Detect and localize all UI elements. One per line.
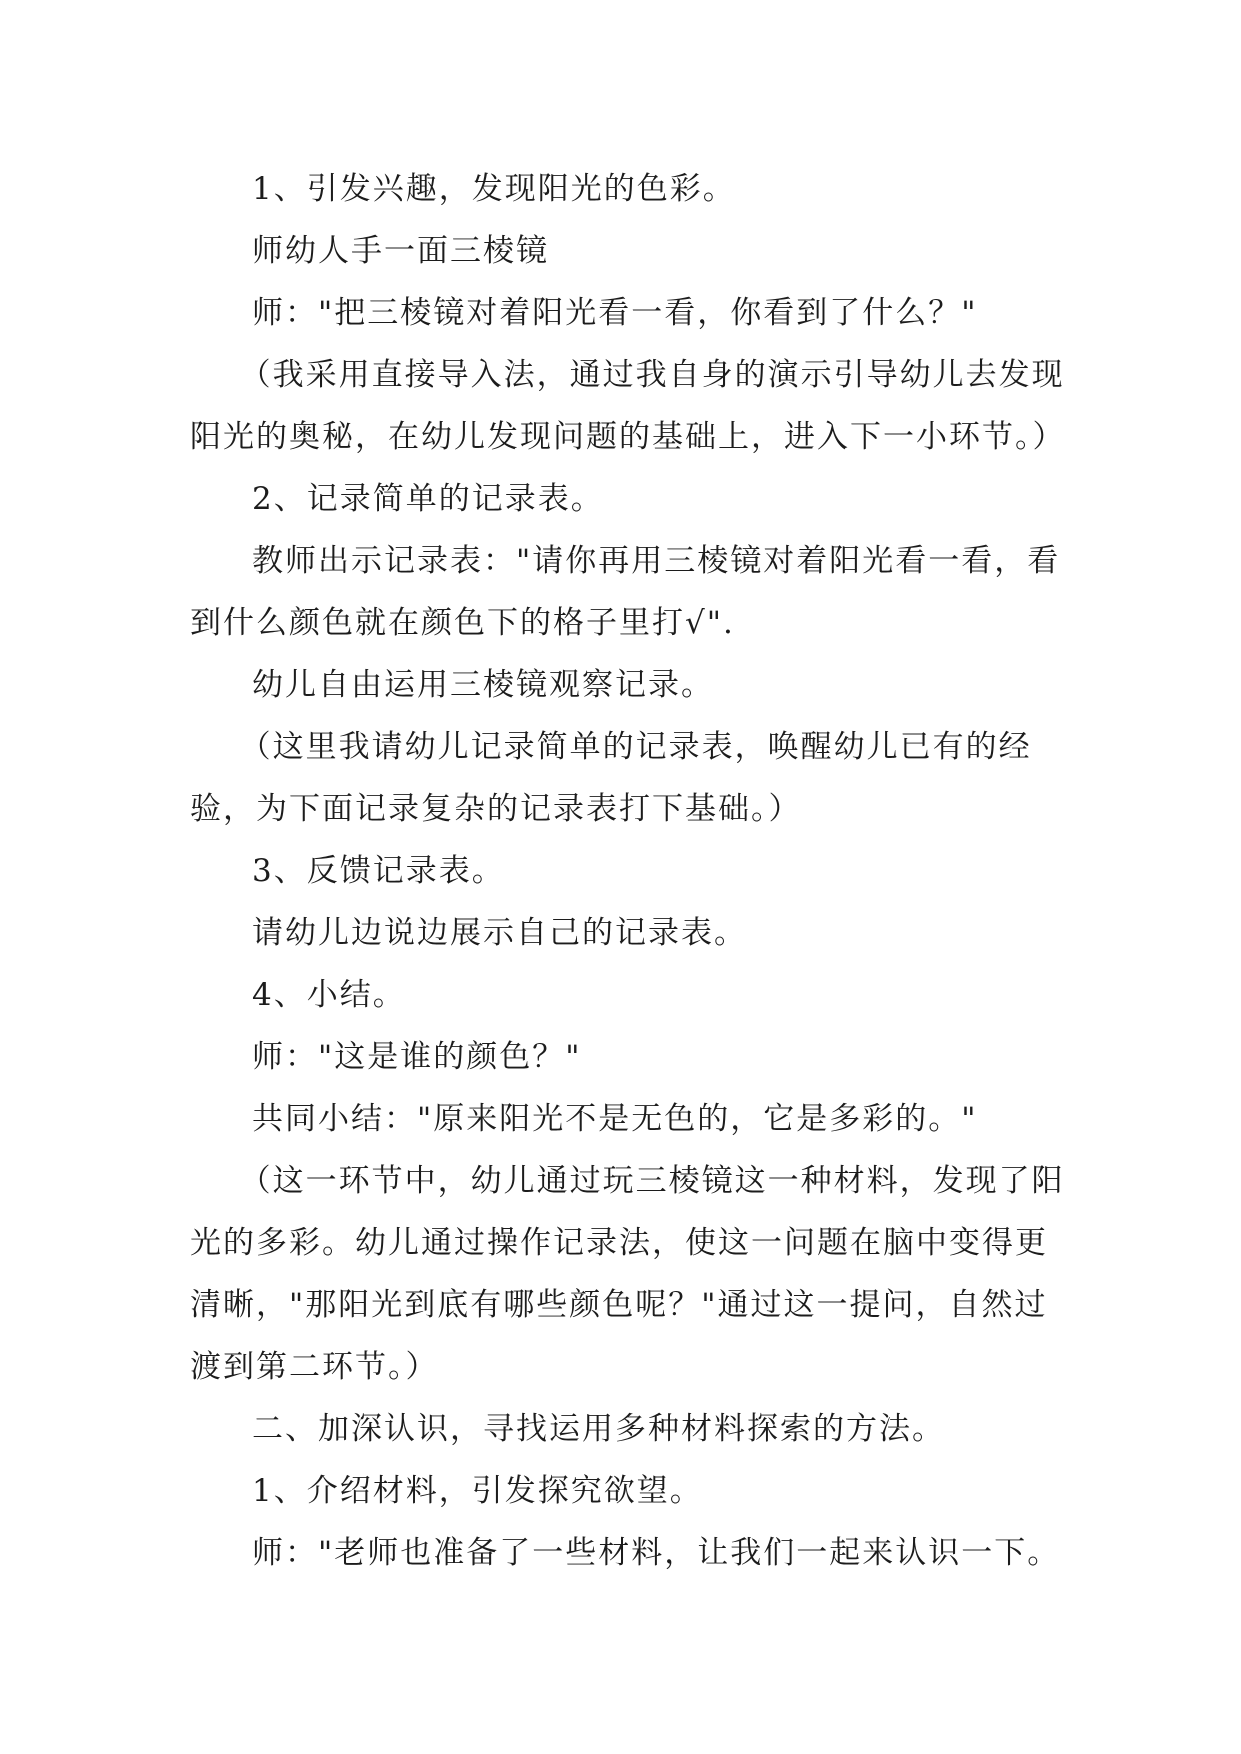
paragraph-teacher-question-1: 师："把三棱镜对着阳光看一看，你看到了什么？"	[252, 295, 978, 331]
paragraph-method-note-3: （这一环节中，幼儿通过玩三棱镜这一种材料，发现了阳光的多彩。幼儿通过操作记录法，使这一问题在脑中变得更清晰，"那阳光到底有哪些颜色呢？"通过这一提问，自然过渡到第二环节。）	[190, 1163, 1065, 1385]
paragraph-summary: 共同小结："原来阳光不是无色的，它是多彩的。"	[252, 1101, 978, 1137]
paragraph-section-4-heading: 4、小结。	[252, 977, 406, 1013]
paragraph-teacher-question-2: 师："这是谁的颜色？"	[252, 1039, 582, 1075]
paragraph-method-note-1: （我采用直接导入法，通过我自身的演示引导幼儿去发现阳光的奥秘，在幼儿发现问题的基础上，进入下一小环节。）	[190, 357, 1066, 455]
paragraph-teacher-shows-record: 教师出示记录表："请你再用三棱镜对着阳光看一看，看到什么颜色就在颜色下的格子里打√".	[190, 543, 1061, 641]
paragraph-section-1-heading: 1、引发兴趣，发现阳光的色彩。	[252, 171, 736, 207]
paragraph-prism-setup: 师幼人手一面三棱镜	[252, 233, 549, 269]
document-body	[190, 158, 1070, 1584]
paragraph-section-2-heading: 2、记录简单的记录表。	[252, 481, 604, 517]
paragraph-method-note-2: （这里我请幼儿记录简单的记录表，唤醒幼儿已有的经验，为下面记录复杂的记录表打下基础。）	[190, 729, 1032, 827]
paragraph-materials-heading: 1、介绍材料，引发探究欲望。	[252, 1473, 703, 1509]
paragraph-teacher-materials: 师："老师也准备了一些材料，让我们一起来认识一下。	[252, 1535, 1061, 1571]
paragraph-children-present: 请幼儿边说边展示自己的记录表。	[252, 915, 747, 951]
paragraph-children-record: 幼儿自由运用三棱镜观察记录。	[252, 667, 714, 703]
paragraph-part-2-heading: 二、加深认识，寻找运用多种材料探索的方法。	[252, 1411, 945, 1447]
paragraph-section-3-heading: 3、反馈记录表。	[252, 853, 505, 889]
